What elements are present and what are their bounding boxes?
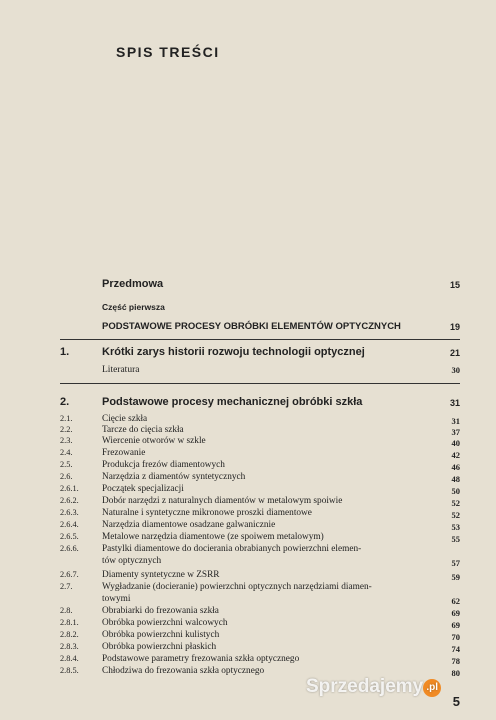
toc-entry-number: 2.6.2.	[60, 496, 79, 505]
toc-entry-label: Wiercenie otworów w szkle	[102, 436, 206, 446]
divider	[60, 383, 460, 384]
toc-entry-label: Naturalne i syntetyczne mikronowe proszki diamentowe	[102, 508, 312, 518]
toc-entry-page: 69	[451, 608, 460, 618]
toc-entry-page: 48	[451, 474, 460, 484]
toc-entry-number: 2.2.	[60, 425, 73, 434]
toc-entry-page: 62	[451, 596, 460, 606]
page-title: SPIS TREŚCI	[116, 44, 220, 60]
toc-chapter-1-number: 1.	[60, 346, 70, 358]
toc-entry-label-continuation: tów optycznych	[102, 556, 162, 566]
toc-entry-number: 2.6.6.	[60, 544, 79, 553]
toc-entry-number: 2.8.2.	[60, 630, 79, 639]
toc-entry-label: Frezowanie	[102, 448, 146, 458]
toc-entry-number: 2.8.4.	[60, 654, 79, 663]
toc-entry-number: 2.8.1.	[60, 618, 79, 627]
toc-entry-page: 69	[451, 620, 460, 630]
toc-entry-label: Obróbka powierzchni walcowych	[102, 618, 228, 628]
toc-entry-label: Wygładzanie (docieranie) powierzchni optycznych narzędziami diamen-	[102, 582, 372, 592]
toc-entry-label: Chłodziwa do frezowania szkła optycznego	[102, 666, 265, 676]
toc-chapter-2-label: Podstawowe procesy mechanicznej obróbki szkła	[102, 396, 363, 408]
toc-entry-number: 2.5.	[60, 460, 73, 469]
toc-entry-number: 2.6.3.	[60, 508, 79, 517]
toc-entry-page: 50	[451, 486, 460, 496]
toc-entry-label: Produkcja frezów diamentowych	[102, 460, 225, 470]
toc-entry-number: 2.8.3.	[60, 642, 79, 651]
toc-entry-page: 80	[451, 668, 460, 678]
toc-part-title: PODSTAWOWE PROCESY OBRÓBKI ELEMENTÓW OPTYCZNYCH	[102, 321, 401, 332]
toc-chapter-2-page: 31	[449, 398, 460, 408]
watermark-text: Sprzedajemy	[306, 676, 424, 697]
toc-chapter-2-number: 2.	[60, 396, 70, 408]
watermark-dot-badge: .pl	[423, 679, 441, 697]
toc-entry-page: 52	[451, 510, 460, 520]
toc-entry-label: Metalowe narzędzia diamentowe (ze spoiwem metalowym)	[102, 532, 324, 542]
toc-entry-page: 40	[451, 438, 460, 448]
toc-entry-page: 57	[451, 558, 460, 568]
toc-entry-label: Narzędzia z diamentów syntetycznych	[102, 472, 246, 482]
toc-entry-label: Diamenty syntetyczne w ZSRR	[102, 570, 220, 580]
toc-part-page: 19	[449, 322, 460, 332]
toc-chapter-1-page: 21	[449, 348, 460, 358]
page-number: 5	[452, 694, 460, 709]
toc-entry-page: 55	[451, 534, 460, 544]
toc-entry-label: Początek specjalizacji	[102, 484, 184, 494]
toc-entry-label: Dobór narzędzi z naturalnych diamentów w metalowym spoiwie	[102, 496, 343, 506]
toc-literature-page: 30	[451, 365, 460, 375]
toc-chapter-1-label: Krótki zarys historii rozwoju technologii optycznej	[102, 346, 365, 358]
toc-entry-label-continuation: towymi	[102, 594, 131, 604]
toc-entry-page: 52	[451, 498, 460, 508]
toc-entry-number: 2.8.	[60, 606, 73, 615]
toc-entry-label: Obróbka powierzchni płaskich	[102, 642, 217, 652]
toc-literature-label: Literatura	[102, 365, 140, 375]
toc-entry-number: 2.6.1.	[60, 484, 79, 493]
toc-entry-label: Tarcze do cięcia szkła	[102, 425, 184, 435]
toc-entry-label: Pastylki diamentowe do docierania obrabianych powierzchni elemen-	[102, 544, 362, 554]
toc-preface-label: Przedmowa	[102, 278, 164, 290]
toc-entry-number: 2.3.	[60, 436, 73, 445]
toc-entry-page: 37	[451, 427, 460, 437]
toc-entry-number: 2.7.	[60, 582, 73, 591]
toc-entry-number: 2.8.5.	[60, 666, 79, 675]
toc-entry-label: Obróbka powierzchni kulistych	[102, 630, 220, 640]
toc-entry-number: 2.6.7.	[60, 570, 79, 579]
toc-entry-page: 31	[451, 416, 460, 426]
toc-entry-page: 59	[451, 572, 460, 582]
toc-entry-page: 78	[451, 656, 460, 666]
toc-entry-label: Narzędzia diamentowe osadzane galwanicznie	[102, 520, 276, 530]
toc-entry-label: Podstawowe parametry frezowania szkła optycznego	[102, 654, 300, 664]
toc-entry-page: 53	[451, 522, 460, 532]
toc-entry-page: 74	[451, 644, 460, 654]
watermark	[306, 676, 441, 698]
toc-entry-number: 2.6.5.	[60, 532, 79, 541]
toc-entry-number: 2.1.	[60, 414, 73, 423]
divider	[60, 339, 460, 340]
toc-entry-number: 2.4.	[60, 448, 73, 457]
toc-entry-number: 2.6.	[60, 472, 73, 481]
toc-entry-label: Cięcie szkła	[102, 414, 148, 424]
toc-entry-page: 70	[451, 632, 460, 642]
toc-preface-page: 15	[449, 280, 460, 290]
toc-entry-page: 42	[451, 450, 460, 460]
toc-entry-page: 46	[451, 462, 460, 472]
toc-entry-label: Obrabiarki do frezowania szkła	[102, 606, 219, 616]
toc-entry-number: 2.6.4.	[60, 520, 79, 529]
toc-part-label: Część pierwsza	[102, 302, 165, 312]
